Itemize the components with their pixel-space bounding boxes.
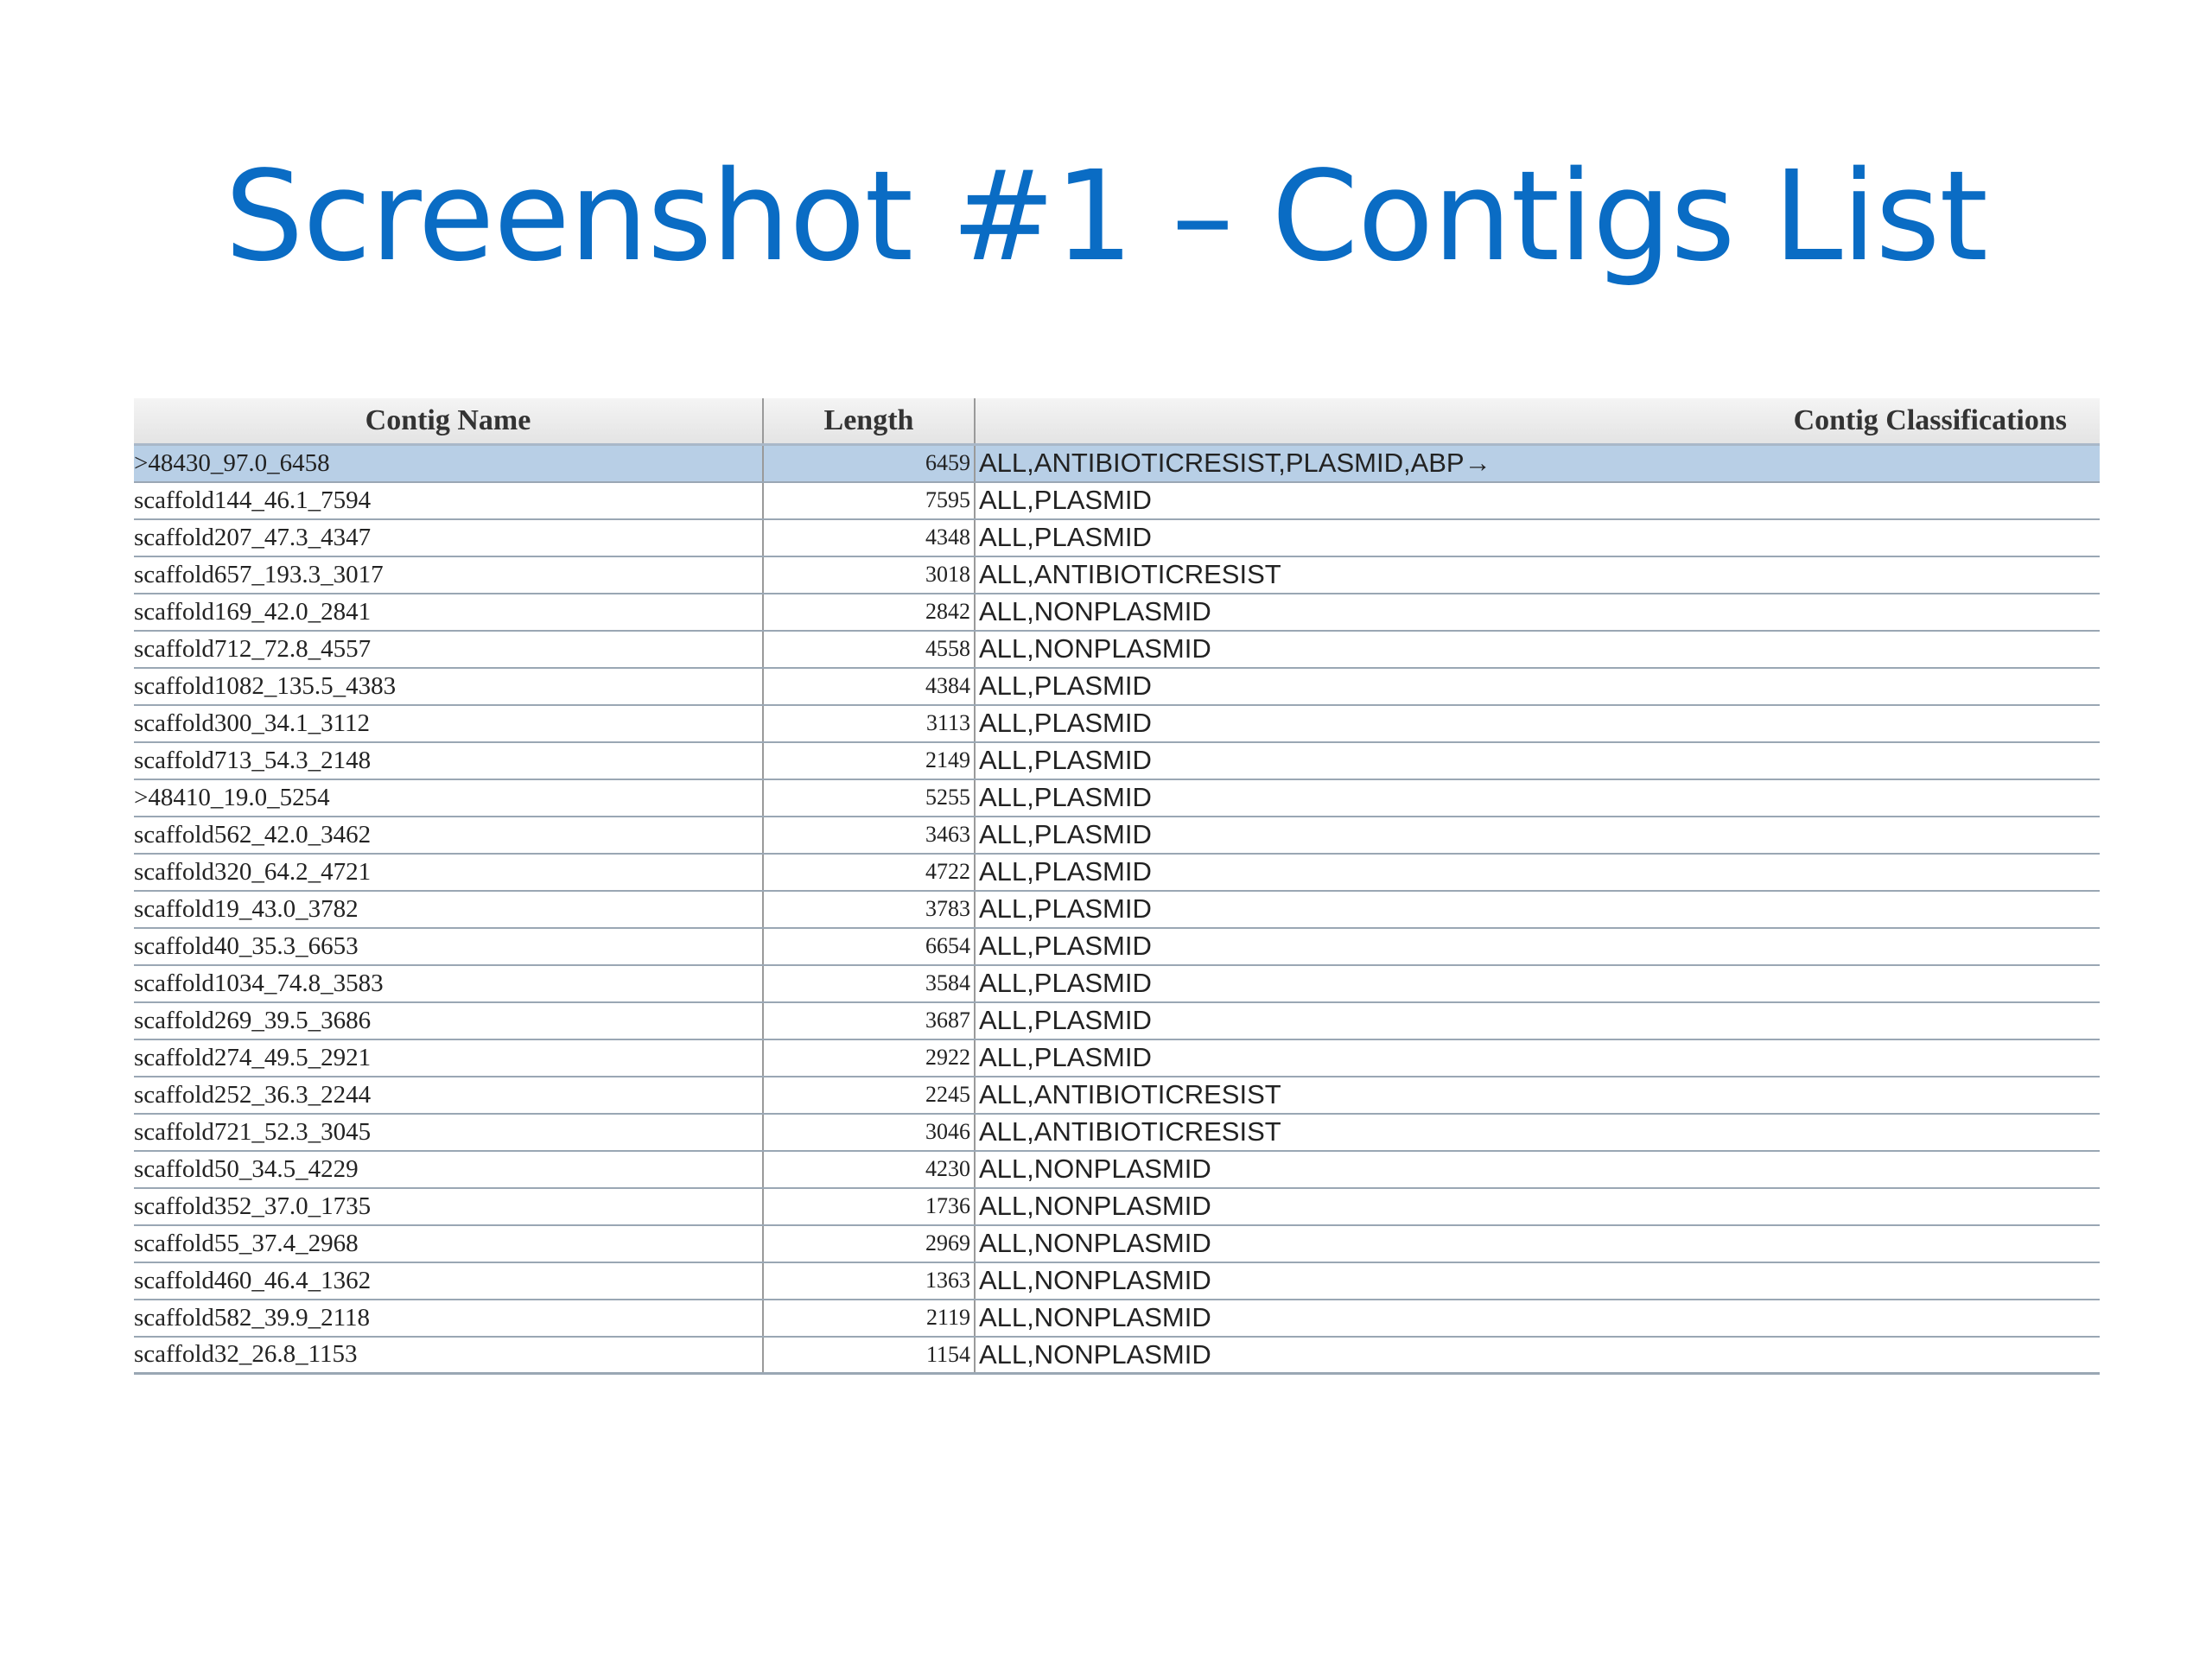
contig-name-cell: scaffold274_49.5_2921 — [134, 1039, 763, 1077]
contig-length-cell: 7595 — [763, 482, 975, 519]
contig-length-cell: 5255 — [763, 779, 975, 817]
table-row[interactable] — [134, 854, 2100, 891]
table-row[interactable] — [134, 668, 2100, 705]
table-row[interactable] — [134, 519, 2100, 556]
table-row[interactable] — [134, 556, 2100, 594]
table-row[interactable] — [134, 445, 2100, 482]
contig-classifications-cell: ALL,PLASMID — [975, 1039, 2100, 1077]
contig-name-cell: scaffold169_42.0_2841 — [134, 594, 763, 631]
table-row[interactable] — [134, 594, 2100, 631]
contig-length-cell: 4230 — [763, 1151, 975, 1188]
contig-classifications-cell: ALL,NONPLASMID — [975, 1337, 2100, 1374]
contig-classifications-cell: ALL,PLASMID — [975, 891, 2100, 928]
contig-length-cell: 3018 — [763, 556, 975, 594]
contig-length-cell: 2245 — [763, 1077, 975, 1114]
contig-classifications-cell: ALL,PLASMID — [975, 519, 2100, 556]
contig-length-cell: 4722 — [763, 854, 975, 891]
contig-name-cell: scaffold269_39.5_3686 — [134, 1002, 763, 1039]
table-row[interactable] — [134, 779, 2100, 817]
contig-name-cell: scaffold40_35.3_6653 — [134, 928, 763, 965]
table-row[interactable] — [134, 705, 2100, 742]
contig-name-cell: scaffold352_37.0_1735 — [134, 1188, 763, 1225]
table-row[interactable] — [134, 1262, 2100, 1300]
table-row[interactable] — [134, 965, 2100, 1002]
contig-length-cell: 2842 — [763, 594, 975, 631]
table-row[interactable] — [134, 928, 2100, 965]
contig-name-cell: scaffold562_42.0_3462 — [134, 817, 763, 854]
contig-classifications-cell: ALL,NONPLASMID — [975, 1300, 2100, 1337]
table-row[interactable] — [134, 1225, 2100, 1262]
contig-name-cell: scaffold320_64.2_4721 — [134, 854, 763, 891]
table-row[interactable] — [134, 482, 2100, 519]
contig-length-cell: 3584 — [763, 965, 975, 1002]
contig-classifications-cell: ALL,NONPLASMID — [975, 1188, 2100, 1225]
table-row[interactable] — [134, 1002, 2100, 1039]
contig-classifications-cell: ALL,PLASMID — [975, 854, 2100, 891]
contig-classifications-cell: ALL,NONPLASMID — [975, 631, 2100, 668]
table-row[interactable] — [134, 1039, 2100, 1077]
contig-classifications-cell: ALL,ANTIBIOTICRESIST,PLASMID,ABP→ — [975, 445, 2100, 482]
contig-length-cell: 1736 — [763, 1188, 975, 1225]
contig-name-cell: scaffold300_34.1_3112 — [134, 705, 763, 742]
contig-length-cell: 3463 — [763, 817, 975, 854]
table-row[interactable] — [134, 1077, 2100, 1114]
table-header-row — [134, 398, 2100, 445]
column-header-length[interactable]: Length — [763, 398, 975, 445]
contig-classifications-cell: ALL,PLASMID — [975, 928, 2100, 965]
contig-length-cell: 3687 — [763, 1002, 975, 1039]
contig-classifications-cell: ALL,PLASMID — [975, 779, 2100, 817]
contig-classifications-cell: ALL,PLASMID — [975, 482, 2100, 519]
contig-name-cell: scaffold19_43.0_3782 — [134, 891, 763, 928]
contig-name-cell: scaffold657_193.3_3017 — [134, 556, 763, 594]
contig-classifications-cell: ALL,NONPLASMID — [975, 1262, 2100, 1300]
contig-classifications-cell: ALL,PLASMID — [975, 1002, 2100, 1039]
contig-name-cell: scaffold50_34.5_4229 — [134, 1151, 763, 1188]
table-row[interactable] — [134, 742, 2100, 779]
contig-name-cell: scaffold32_26.8_1153 — [134, 1337, 763, 1374]
slide-title: Screenshot #1 – Contigs List — [225, 143, 1987, 289]
contig-classifications-cell: ALL,ANTIBIOTICRESIST — [975, 556, 2100, 594]
contigs-table-container — [134, 398, 2100, 1375]
contig-name-cell: scaffold1082_135.5_4383 — [134, 668, 763, 705]
contig-length-cell: 6459 — [763, 445, 975, 482]
contig-classifications-cell: ALL,PLASMID — [975, 965, 2100, 1002]
contig-classifications-cell: ALL,PLASMID — [975, 705, 2100, 742]
contig-length-cell: 2969 — [763, 1225, 975, 1262]
contig-classifications-cell: ALL,NONPLASMID — [975, 1151, 2100, 1188]
table-row[interactable] — [134, 1188, 2100, 1225]
contig-name-cell: scaffold55_37.4_2968 — [134, 1225, 763, 1262]
contig-name-cell: scaffold460_46.4_1362 — [134, 1262, 763, 1300]
column-header-contig-name[interactable]: Contig Name — [134, 398, 763, 445]
contig-classifications-cell: ALL,NONPLASMID — [975, 1225, 2100, 1262]
contigs-table — [134, 398, 2100, 1375]
contig-name-cell: scaffold721_52.3_3045 — [134, 1114, 763, 1151]
contig-classifications-cell: ALL,PLASMID — [975, 742, 2100, 779]
table-body — [134, 445, 2100, 1374]
contig-name-cell: scaffold713_54.3_2148 — [134, 742, 763, 779]
table-row[interactable] — [134, 817, 2100, 854]
table-row[interactable] — [134, 631, 2100, 668]
contig-classifications-cell: ALL,NONPLASMID — [975, 594, 2100, 631]
contig-length-cell: 3046 — [763, 1114, 975, 1151]
table-row[interactable] — [134, 1114, 2100, 1151]
contig-name-cell: scaffold207_47.3_4347 — [134, 519, 763, 556]
contig-length-cell: 3783 — [763, 891, 975, 928]
contig-name-cell: scaffold1034_74.8_3583 — [134, 965, 763, 1002]
contig-classifications-cell: ALL,ANTIBIOTICRESIST — [975, 1077, 2100, 1114]
contig-name-cell: scaffold252_36.3_2244 — [134, 1077, 763, 1114]
contig-length-cell: 4348 — [763, 519, 975, 556]
contig-length-cell: 2119 — [763, 1300, 975, 1337]
contig-name-cell: scaffold712_72.8_4557 — [134, 631, 763, 668]
contig-classifications-cell: ALL,PLASMID — [975, 668, 2100, 705]
contig-name-cell: scaffold582_39.9_2118 — [134, 1300, 763, 1337]
contig-length-cell: 6654 — [763, 928, 975, 965]
column-header-contig-classifications[interactable]: Contig Classifications — [975, 398, 2100, 445]
contig-name-cell: scaffold144_46.1_7594 — [134, 482, 763, 519]
contig-length-cell: 2149 — [763, 742, 975, 779]
contig-length-cell: 1154 — [763, 1337, 975, 1374]
contig-length-cell: 4384 — [763, 668, 975, 705]
table-row[interactable] — [134, 891, 2100, 928]
contig-name-cell: >48410_19.0_5254 — [134, 779, 763, 817]
contig-classifications-cell: ALL,ANTIBIOTICRESIST — [975, 1114, 2100, 1151]
table-row[interactable] — [134, 1300, 2100, 1337]
contig-length-cell: 1363 — [763, 1262, 975, 1300]
contig-length-cell: 3113 — [763, 705, 975, 742]
contig-name-cell: >48430_97.0_6458 — [134, 445, 763, 482]
contig-length-cell: 4558 — [763, 631, 975, 668]
table-row[interactable] — [134, 1151, 2100, 1188]
contig-length-cell: 2922 — [763, 1039, 975, 1077]
table-row[interactable] — [134, 1337, 2100, 1374]
contig-classifications-cell: ALL,PLASMID — [975, 817, 2100, 854]
